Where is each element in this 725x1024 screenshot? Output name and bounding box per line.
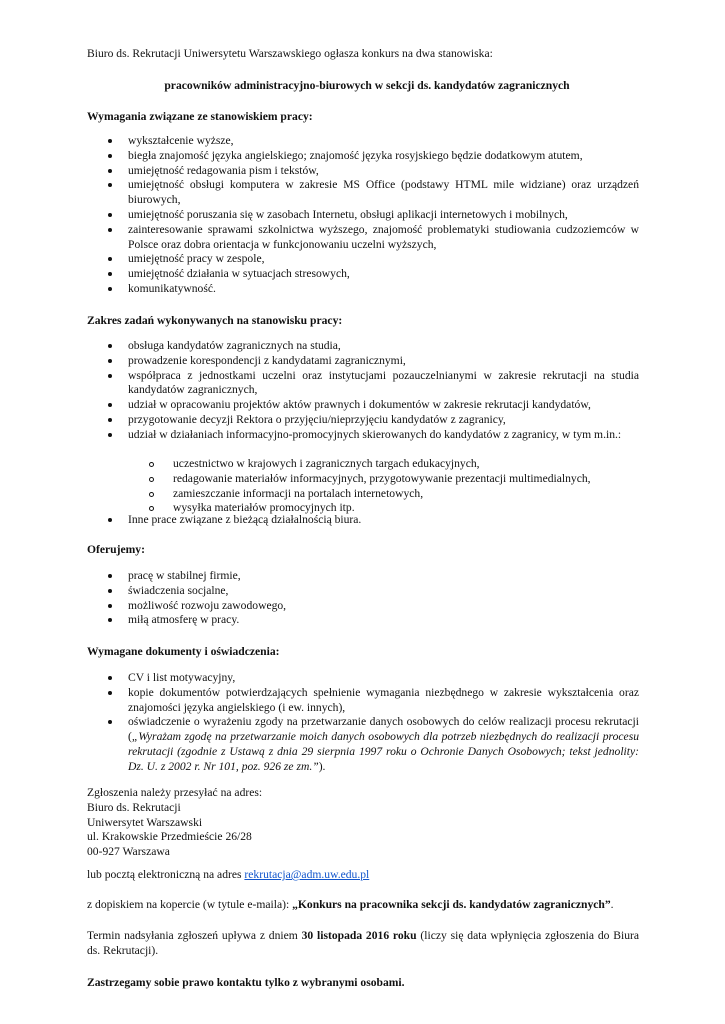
deadline-date: 30 listopada 2016 roku [301, 929, 417, 942]
list-item: świadczenia socjalne, [107, 584, 639, 599]
sub-list-item: zamieszczanie informacji na portalach internetowych, [147, 487, 639, 502]
address-line: 00-927 Warszawa [87, 845, 170, 859]
list-item: CV i list motywacyjny, [107, 671, 639, 686]
address-line: ul. Krakowskie Przedmieście 26/28 [87, 830, 252, 844]
list-item: Inne prace związane z bieżącą działalnością biura. [107, 513, 639, 528]
list-item: udział w opracowaniu projektów aktów prawnych i dokumentów w zakresie rekrutacji kandydatów, [107, 398, 639, 413]
deadline-prefix: Termin nadsyłania zgłoszeń upływa z dniem [87, 929, 302, 942]
list-item: pracę w stabilnej firmie, [107, 569, 639, 584]
list-item: zainteresowanie sprawami szkolnictwa wyższego, znajomość problematyki studiowania cudzoziemców w Polsce oraz dobra orientacja w funkcjonowaniu uczelni wyższych, [107, 223, 639, 253]
email-link[interactable]: rekrutacja@adm.uw.edu.pl [244, 868, 370, 881]
sub-list-item: wysyłka materiałów promocyjnych itp. [147, 501, 639, 516]
sub-list-item: redagowanie materiałów informacyjnych, przygotowywanie prezentacji multimedialnych, [147, 472, 639, 487]
list-item: umiejętność redagowania pism i tekstów, [107, 164, 639, 179]
list-item [107, 715, 639, 774]
duties-heading: Zakres zadań wykonywanych na stanowisku pracy: [87, 314, 343, 327]
offer-list [107, 569, 639, 628]
email-paragraph [87, 868, 369, 883]
subject-text: „Konkurs na pracownika sekcji ds. kandydatów zagranicznych” [292, 898, 611, 911]
list-item: prowadzenie korespondencji z kandydatami zagranicznymi, [107, 354, 639, 369]
list-item: udział w działaniach informacyjno-promocyjnych skierowanych do kandydatów z zagranicy, w tym m.in.: [107, 428, 639, 443]
requirements-list [107, 134, 639, 297]
list-item: wykształcenie wyższe, [107, 134, 639, 149]
consent-quote: „Wyrażam zgodę na przetwarzanie moich danych osobowych dla potrzeb niezbędnych do realizacji procesu rekrutacji (zgodnie z Ustawą z dnia 29 sierpnia 1997 roku o Ochronie Danych Osobowych; tekst jednolity: Dz. U. z 2002 r. Nr 101, poz. 926 ze zm.” [128, 730, 639, 773]
list-item: umiejętność obsługi komputera w zakresie MS Office (podstawy HTML mile widziane) oraz urządzeń biurowych, [107, 178, 639, 208]
offer-heading: Oferujemy: [87, 543, 145, 556]
consent-text: oświadczenie o wyrażeniu zgody na przetwarzanie danych osobowych do celów realizacji procesu rekrutacji ( [128, 715, 639, 744]
address-intro: Zgłoszenia należy przesyłać na adres: [87, 786, 263, 799]
documents-heading: Wymagane dokumenty i oświadczenia: [87, 645, 280, 658]
position-title: pracowników administracyjno-biurowych w sekcji ds. kandydatów zagranicznych [164, 79, 570, 92]
list-item: umiejętność pracy w zespole, [107, 252, 639, 267]
subject-prefix: z dopiskiem na kopercie (w tytule e-maila): [87, 898, 293, 911]
list-item: miłą atmosferę w pracy. [107, 613, 639, 628]
closing-statement: Zastrzegamy sobie prawo kontaktu tylko z wybranymi osobami. [87, 976, 405, 989]
list-item: możliwość rozwoju zawodowego, [107, 599, 639, 614]
subject-suffix: . [610, 898, 614, 911]
email-prefix: lub pocztą elektroniczną na adres [87, 868, 245, 881]
duties-list [107, 339, 639, 443]
list-item: umiejętność działania w sytuacjach stresowych, [107, 267, 639, 282]
list-item: obsługa kandydatów zagranicznych na studia, [107, 339, 639, 354]
list-item: umiejętność poruszania się w zasobach Internetu, obsługi aplikacji internetowych i mobilnych, [107, 208, 639, 223]
subject-paragraph [87, 898, 614, 913]
intro-text: Biuro ds. Rekrutacji Uniwersytetu Warszawskiego ogłasza konkurs na dwa stanowiska: [87, 47, 493, 60]
list-item: biegła znajomość języka angielskiego; znajomość języka rosyjskiego będzie dodatkowym atutem, [107, 149, 639, 164]
list-item: przygotowanie decyzji Rektora o przyjęciu/nieprzyjęciu kandydatów z zagranicy, [107, 413, 639, 428]
list-item: komunikatywność. [107, 282, 639, 297]
documents-list [107, 671, 639, 775]
address-line: Biuro ds. Rekrutacji [87, 800, 181, 814]
sub-list-item: uczestnictwo w krajowych i zagranicznych targach edukacyjnych, [147, 457, 639, 472]
postal-address [87, 786, 262, 860]
list-item: współpraca z jednostkami uczelni oraz instytucjami pozauczelnianymi w zakresie rekrutacji na studia kandydatów zagranicznych, [107, 369, 639, 399]
requirements-heading: Wymagania związane ze stanowiskiem pracy: [87, 110, 313, 123]
deadline-suffix: (liczy się data wpłynięcia zgłoszenia do Biura ds. Rekrutacji). [87, 929, 640, 957]
duties-sublist [147, 457, 639, 516]
duties-list-end [107, 513, 639, 528]
consent-end: ). [318, 759, 326, 773]
address-line: Uniwersytet Warszawski [87, 815, 203, 829]
list-item: kopie dokumentów potwierdzających spełnienie wymagania niezbędnego w zakresie wykształcenia oraz znajomości języka angielskiego (i ew. innych), [107, 686, 639, 716]
deadline-paragraph [87, 929, 639, 959]
